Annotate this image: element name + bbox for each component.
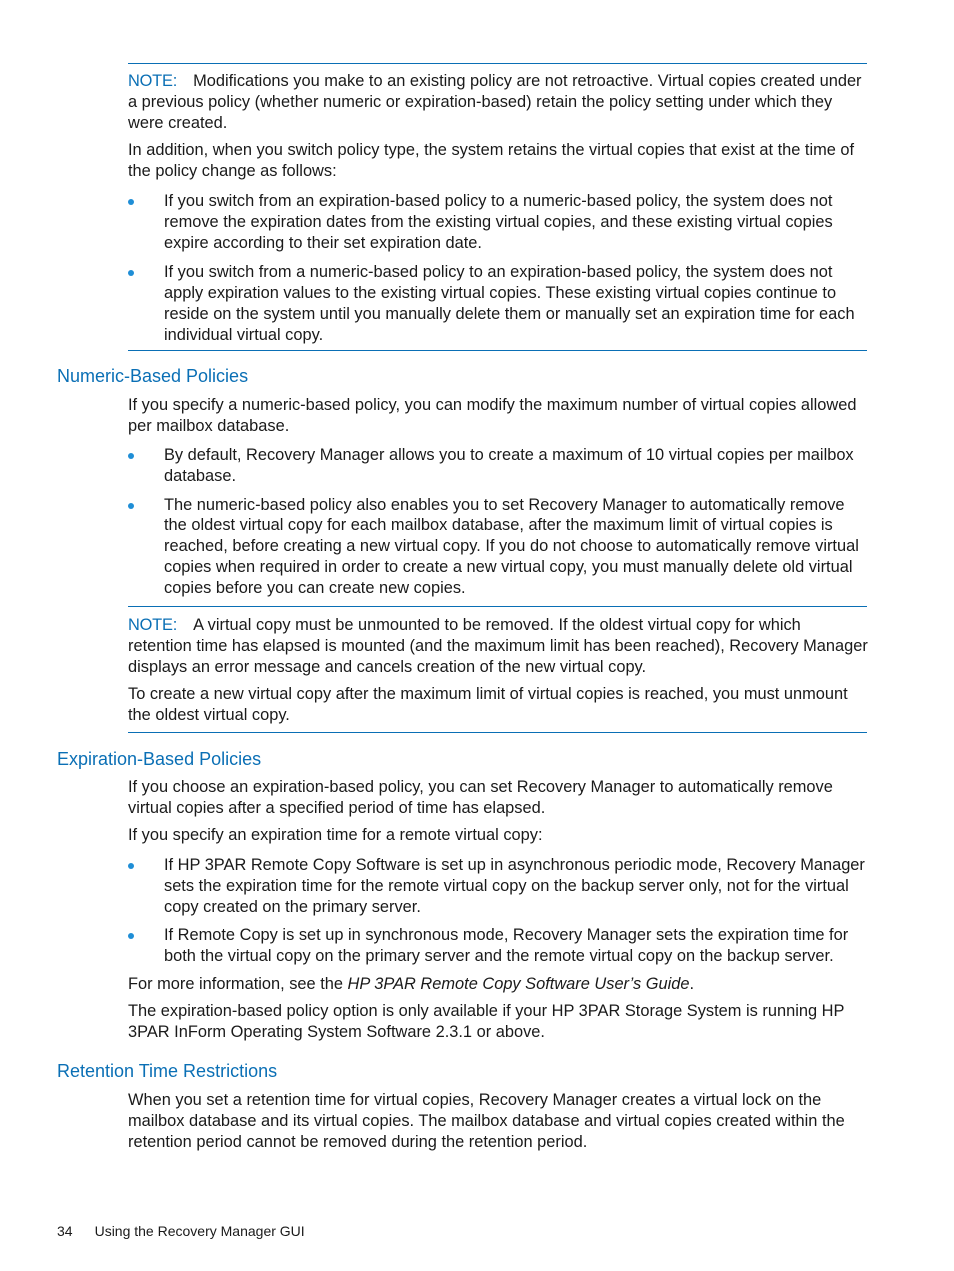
note-label: NOTE: (128, 616, 178, 634)
list-item (128, 855, 868, 917)
list-item-text: If you switch from a numeric-based policy to an expiration-based policy, the system does not apply expiration values to the existing virtual copies. These existing virtual copies continue to reside on the system until you manually delete them or manually set an expiration time for each individual virtual copy. (164, 263, 855, 344)
note-bullet-list (128, 191, 868, 346)
expiration-option-note: The expiration-based policy option is only available if your HP 3PAR Storage System is running HP 3PAR InForm Operating System Software 2.3.1 or above. (128, 1002, 845, 1041)
note-paragraph-2: In addition, when you switch policy type, the system retains the virtual copies that exist at the time of the policy change as follows: (128, 141, 855, 180)
section-heading-expiration: Expiration-Based Policies (57, 749, 262, 769)
note-text: A virtual copy must be unmounted to be removed. If the oldest virtual copy for which retention time has elapsed is mounted (and the maximum limit has been reached), Recovery Manager displays an error message and cancels creation of the new virtual copy. (128, 616, 868, 676)
note-label: NOTE: (128, 72, 178, 90)
list-item-text: The numeric-based policy also enables you to set Recovery Manager to automatically remove the oldest virtual copy for each mailbox database, after the maximum limit of virtual copies is reached, before creating a new virtual copy. If you do not choose to automatically remove virtual copies when required in order to create a new virtual copy, you must manually delete old virtual copies before you can create new copies. (164, 495, 859, 597)
bullet-icon (128, 199, 134, 205)
bullet-icon (128, 933, 134, 939)
expiration-bullet-list (128, 855, 868, 967)
page-number: 34 (57, 1223, 73, 1239)
more-info-suffix: . (689, 975, 695, 993)
expiration-intro-2: If you specify an expiration time for a remote virtual copy: (128, 826, 543, 844)
list-item-text: If you switch from an expiration-based policy to a numeric-based policy, the system does not remove the expiration dates from the existing virtual copies, and these existing virtual copies expire according to their set expiration date. (164, 192, 833, 252)
note-box-retroactive (128, 63, 867, 351)
bullet-icon (128, 503, 134, 509)
page-footer (57, 1222, 305, 1240)
footer-title: Using the Recovery Manager GUI (94, 1223, 305, 1239)
section-heading-retention: Retention Time Restrictions (57, 1061, 278, 1081)
list-item (128, 191, 868, 253)
bullet-icon (128, 863, 134, 869)
more-info-prefix: For more information, see the (128, 975, 348, 993)
list-item-text: By default, Recovery Manager allows you to create a maximum of 10 virtual copies per mailbox database. (164, 446, 854, 485)
list-item (128, 495, 868, 599)
note-box-unmount (128, 606, 867, 733)
list-item-text: If Remote Copy is set up in synchronous mode, Recovery Manager sets the expiration time for both the virtual copy on the primary server and the remote virtual copy on the backup server. (164, 926, 849, 966)
list-item (128, 925, 868, 967)
bullet-icon (128, 453, 134, 459)
guide-title: HP 3PAR Remote Copy Software User’s Guide (347, 975, 690, 993)
section-heading-numeric: Numeric-Based Policies (57, 366, 249, 386)
bullet-icon (128, 270, 134, 276)
note-paragraph (128, 615, 868, 677)
list-item (128, 262, 868, 345)
note-paragraph-2: To create a new virtual copy after the maximum limit of virtual copies is reached, you must unmount the oldest virtual copy. (128, 685, 848, 724)
more-information (128, 974, 868, 995)
numeric-bullet-list (128, 445, 868, 599)
list-item-text: If HP 3PAR Remote Copy Software is set up in asynchronous periodic mode, Recovery Manager sets the expiration time for the remote virtual copy on the backup server only, not for the virtual copy created on the primary server. (164, 856, 865, 916)
retention-text: When you set a retention time for virtual copies, Recovery Manager creates a virtual lock on the mailbox database and its virtual copies. The mailbox database and virtual copies created within the retention period cannot be removed during the retention period. (128, 1091, 845, 1151)
note-paragraph (128, 71, 868, 133)
expiration-intro: If you choose an expiration-based policy, you can set Recovery Manager to automatically remove virtual copies after a specified period of time has elapsed. (128, 778, 833, 817)
note-text: Modifications you make to an existing policy are not retroactive. Virtual copies created under a previous policy (whether numeric or expiration-based) retain the policy setting under which they were created. (128, 72, 862, 132)
list-item (128, 445, 868, 487)
numeric-intro: If you specify a numeric-based policy, you can modify the maximum number of virtual copies allowed per mailbox database. (128, 396, 857, 435)
